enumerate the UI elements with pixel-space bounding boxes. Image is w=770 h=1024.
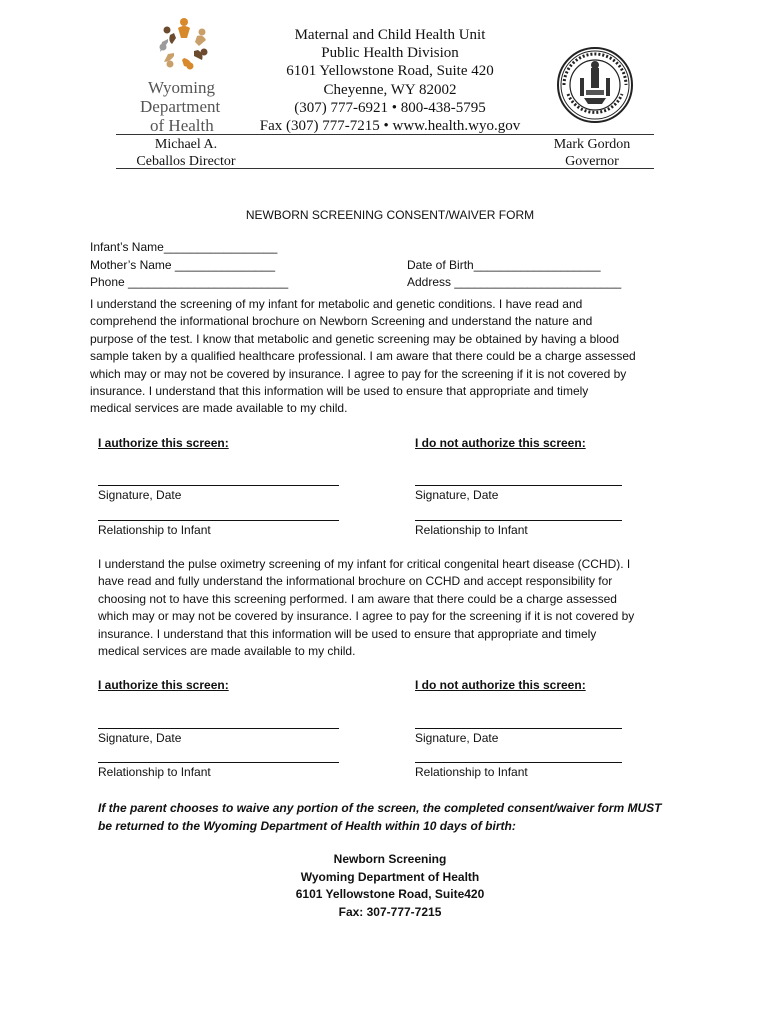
paragraph-line: have read and fully understand the informational brochure on CCHD and accept responsibility for [98, 574, 613, 589]
relationship-caption: Relationship to Infant [98, 765, 211, 779]
state-seal-icon [556, 46, 634, 124]
header-rule-bottom [116, 168, 654, 169]
metabolic-authorize-relationship-line[interactable] [98, 520, 339, 521]
metabolic-authorize-signature-line[interactable] [98, 485, 339, 486]
paragraph-line: medical services are made available to my child. [98, 644, 356, 659]
signature-date-caption: Signature, Date [415, 488, 499, 502]
address-line: (307) 777-6921 • 800-438-5795 [294, 99, 486, 116]
cchd-not-authorize-relationship-line[interactable] [415, 762, 622, 763]
address-line: Public Health Division [321, 45, 459, 62]
contact-line: Wyoming Department of Health [300, 869, 480, 884]
logo-word-3: of Health [150, 116, 214, 135]
logo-word-2: Department [140, 97, 221, 116]
paragraph-line: I understand the screening of my infant for metabolic and genetic conditions. I have read and [90, 297, 583, 311]
notice-line: If the parent chooses to waive any portion of the screen, the completed consent/waiver form MUST [98, 801, 662, 815]
signature-date-caption: Signature, Date [98, 488, 182, 502]
governor-line-1: Mark Gordon [553, 137, 631, 152]
infant-name-field[interactable]: Infant’s Name_________________ [90, 240, 278, 254]
relationship-caption: Relationship to Infant [415, 765, 528, 779]
contact-line: Newborn Screening [333, 852, 447, 866]
metabolic-authorize-label: I authorize this screen: [98, 436, 229, 450]
signature-date-caption: Signature, Date [98, 731, 182, 745]
governor-name [530, 136, 654, 170]
director-line-2: Ceballos Director [136, 154, 236, 169]
governor-line-2: Governor [565, 154, 619, 169]
address-line: 6101 Yellowstone Road, Suite 420 [286, 63, 494, 80]
address-line: Fax (307) 777-7215 • www.health.wyo.gov [259, 118, 521, 135]
metabolic-not-authorize-label: I do not authorize this screen: [415, 436, 586, 450]
paragraph-line: which may or may not be covered by insurance. I agree to pay for the screening if it is not covered by [98, 609, 635, 624]
notice-line: be returned to the Wyoming Department of Health within 10 days of birth: [98, 819, 516, 833]
cchd-not-authorize-label: I do not authorize this screen: [415, 678, 586, 692]
director-line-1: Michael A. [154, 137, 218, 152]
cchd-consent-paragraph [98, 556, 678, 660]
metabolic-consent-paragraph [90, 296, 670, 418]
cchd-authorize-signature-line[interactable] [98, 728, 339, 729]
contact-line: 6101 Yellowstone Road, Suite420 [295, 887, 485, 901]
wdh-logo-figures-icon [154, 14, 214, 76]
phone-field[interactable]: Phone ________________________ [90, 275, 289, 289]
address-line: Maternal and Child Health Unit [294, 27, 486, 43]
form-title: NEWBORN SCREENING CONSENT/WAIVER FORM [245, 208, 535, 222]
date-of-birth-field[interactable]: Date of Birth___________________ [407, 258, 601, 272]
paragraph-line: choosing not to have this screening performed. I am aware that there could be a charge assessed [98, 591, 617, 606]
return-address-block [0, 851, 770, 921]
wdh-logo [140, 14, 240, 136]
cchd-authorize-label: I authorize this screen: [98, 678, 229, 692]
director-name [116, 136, 256, 170]
cchd-not-authorize-signature-line[interactable] [415, 728, 622, 729]
signature-date-caption: Signature, Date [415, 731, 499, 745]
waiver-return-notice [98, 799, 678, 835]
metabolic-not-authorize-signature-line[interactable] [415, 485, 622, 486]
paragraph-line: insurance. I understand that this information will be used to ensure that appropriate and timely [90, 384, 589, 399]
cchd-authorize-relationship-line[interactable] [98, 762, 339, 763]
address-line: Cheyenne, WY 82002 [323, 81, 457, 98]
address-field[interactable]: Address _________________________ [407, 275, 622, 289]
header-rule [116, 134, 654, 135]
metabolic-not-authorize-relationship-line[interactable] [415, 520, 622, 521]
paragraph-line: comprehend the informational brochure on Newborn Screening and understand the nature and [90, 314, 593, 329]
paragraph-line: which may or may not be covered by insurance. I agree to pay for the screening if it is not covered by [90, 366, 627, 381]
mother-name-field[interactable]: Mother’s Name _______________ [90, 258, 276, 272]
relationship-caption: Relationship to Infant [415, 523, 528, 537]
paragraph-line: sample taken by a qualified healthcare professional. I am aware that there could be a charge assessed [90, 349, 636, 364]
logo-word-1: Wyoming [148, 78, 215, 97]
relationship-caption: Relationship to Infant [98, 523, 211, 537]
paragraph-line: purpose of the test. I know that metabolic and genetic screening may be obtained by having a blood [90, 331, 620, 346]
paragraph-line: medical services are made available to my child. [90, 401, 348, 416]
paragraph-line: insurance. I understand that this information will be used to ensure that appropriate and timely [98, 626, 597, 641]
contact-line: Fax: 307-777-7215 [338, 904, 442, 919]
letterhead-address [250, 26, 530, 135]
paragraph-line: I understand the pulse oximetry screening of my infant for critical congenital heart disease (CCHD). I [98, 557, 631, 571]
